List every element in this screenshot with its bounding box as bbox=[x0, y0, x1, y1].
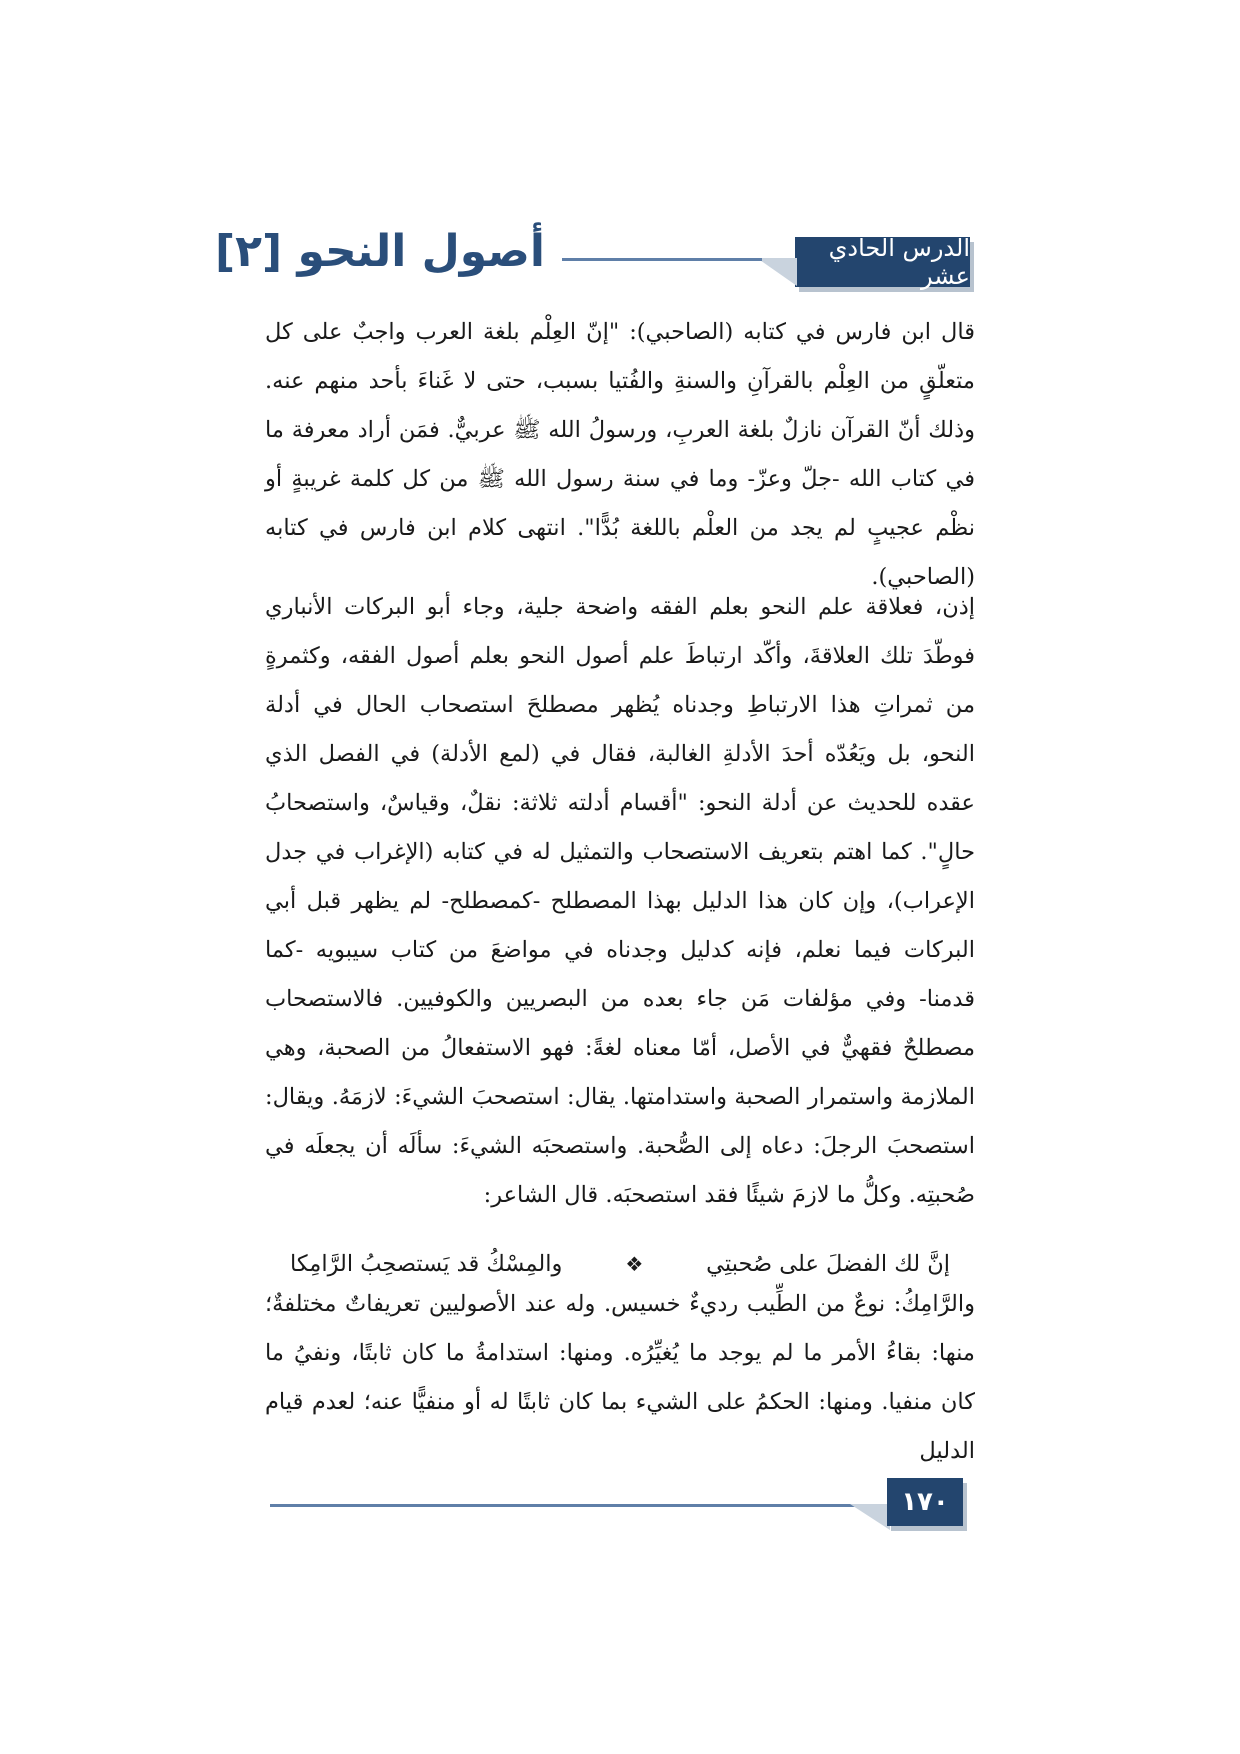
page-number-badge: ١٧٠ bbox=[887, 1478, 963, 1526]
header-rule bbox=[562, 258, 762, 261]
lesson-label-badge: الدرس الحادي عشر bbox=[795, 237, 970, 287]
paragraph-2: إذن، فعلاقة علم النحو بعلم الفقه واضحة جلية، وجاء أبو البركات الأنباري فوطّدَ تلك العلاقةَ، وأكّد ارتباطَ علم أصول النحو بعلم أصول الفقه، وكثمرةٍ من ثمراتِ هذا الارتباطِ وجدناه يُظهر مصطلحَ استصحاب الحال في أدلة النحو، بل ويَعُدّه أحدَ الأدلةِ الغالبة، فقال في (لمع الأدلة) في الفصل الذي عقده للحديث عن أدلة النحو: "أقسام أدلته ثلاثة: نقلٌ، وقياسٌ، واستصحابُ حالٍ". كما اهتم بتعريف الاستصحاب والتمثيل له في كتابه (الإغراب في جدل الإعراب)، وإن كان هذا الدليل بهذا المصطلح -كمصطلح- لم يظهر قبل أبي البركات فيما نعلم، فإنه كدليل وجدناه في مواضعَ من كتاب سيبويه -كما قدمنا- وفي مؤلفات مَن جاء بعده من البصريين والكوفيين. فالاستصحاب مصطلحٌ فقهيٌّ في الأصل، أمّا معناه لغةً: فهو الاستفعالُ من الصحبة، وهي الملازمة واستمرار الصحبة واستدامتها. يقال: استصحبَ الشيءَ: لازمَهُ. ويقال: استصحبَ الرجلَ: دعاه إلى الصُّحبة. واستصحبَه الشيءَ: سألَه أن يجعلَه في صُحبتِه. وكلُّ ما لازمَ شيئًا فقد استصحبَه. قال الشاعر: bbox=[265, 594, 975, 1208]
footer-rule bbox=[270, 1504, 910, 1507]
footer-rule-wedge bbox=[850, 1504, 890, 1530]
header-rule-wedge bbox=[757, 258, 797, 286]
verse-separator-icon: ❖ bbox=[625, 1252, 644, 1276]
verse-first-hemistich: إنَّ لك الفضلَ على صُحبتِي bbox=[706, 1251, 950, 1277]
page-title: أصول النحو [٢] bbox=[215, 226, 545, 277]
paragraph-3: والرَّامِكُ: نوعٌ من الطِّيب رديءٌ خسيس. وله عند الأصوليين تعريفاتٌ مختلفةٌ؛ منها: بقاءُ الأمر ما لم يوجد ما يُغيِّرُه. ومنها: استدامةُ ما كان ثابتًا، ونفيُ ما كان منفيا. ومنها: الحكمُ على الشيء بما كان ثابتًا له أو منفيًّا عنه؛ لعدم قيام الدليل bbox=[265, 1291, 975, 1464]
poetry-verse bbox=[290, 1245, 950, 1283]
paragraph-1: قال ابن فارس في كتابه (الصاحبي): "إنّ العِلْم بلغة العرب واجبٌ على كل متعلّقٍ من العِلْم بالقرآنِ والسنةِ والفُتيا بسبب، حتى لا غَناءَ بأحد منهم عنه. وذلك أنّ القرآن نازلٌ بلغة العربِ، ورسولُ الله ﷺ عربيٌّ. فمَن أراد معرفة ما في كتاب الله -جلّ وعزّ- وما في سنة رسول الله ﷺ من كل كلمة غريبةٍ أو نظْم عجيبٍ لم يجد من العلْم باللغة بُدًّا". انتهى كلام ابن فارس في كتابه (الصاحبي). bbox=[265, 319, 975, 590]
verse-second-hemistich: والمِسْكُ قد يَستصحِبُ الرَّامِكا bbox=[290, 1251, 563, 1277]
